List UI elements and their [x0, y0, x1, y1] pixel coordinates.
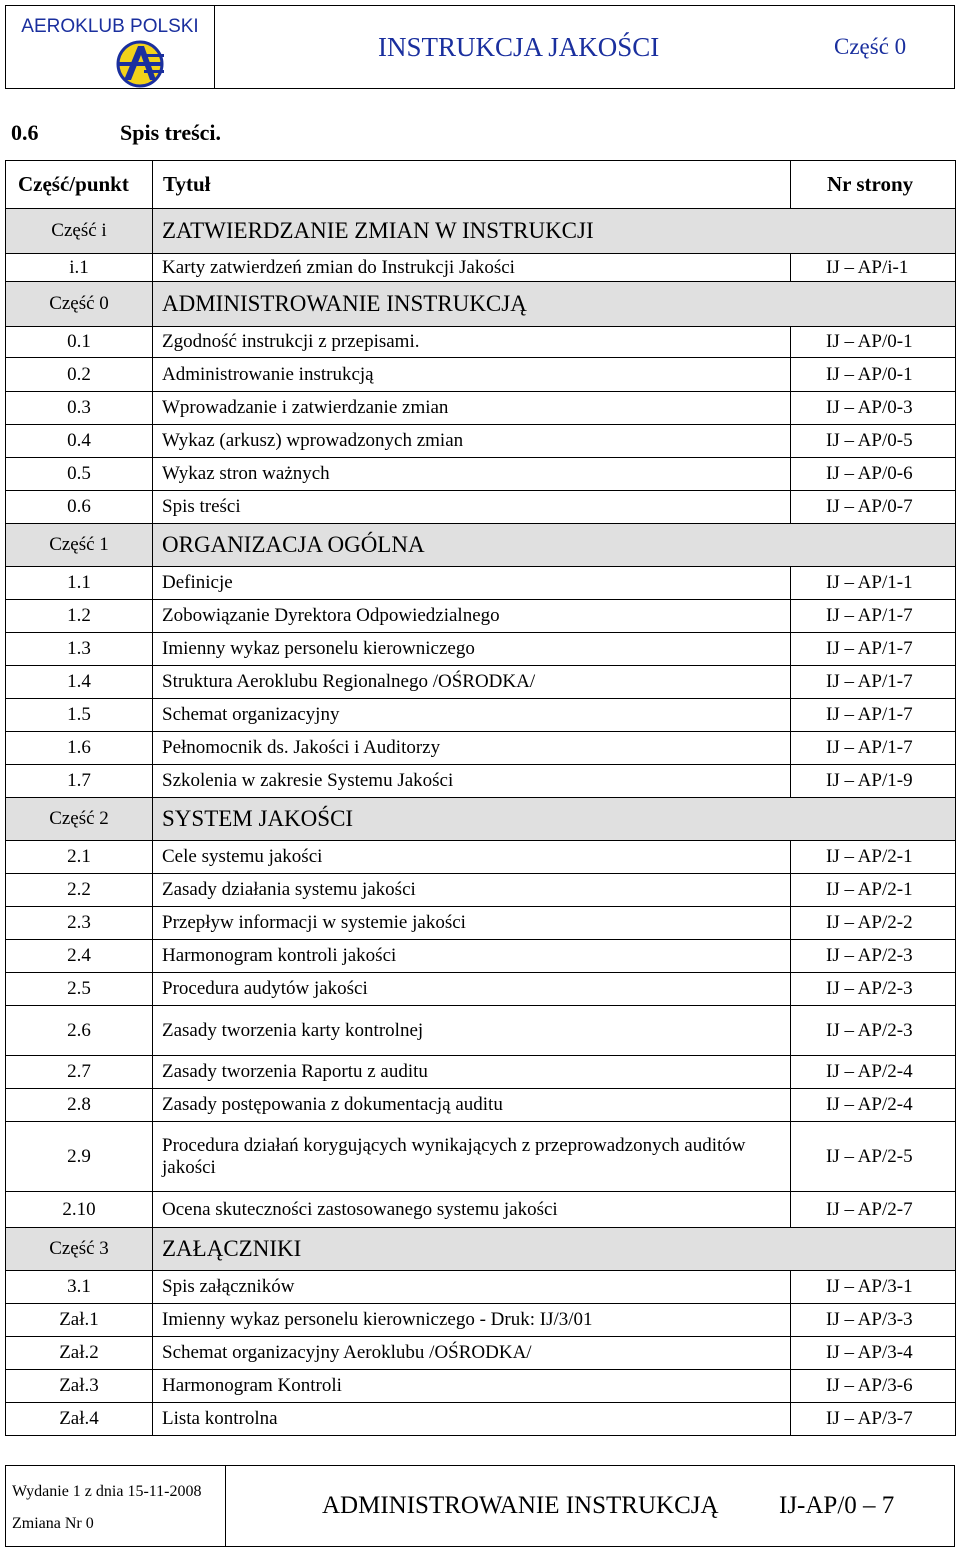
- toc-item-title: Ocena skuteczności zastosowanego systemu jakości: [153, 1192, 791, 1228]
- toc-row: [6, 458, 956, 491]
- toc-row: [6, 600, 956, 633]
- toc-row: [6, 633, 956, 666]
- part-row: [6, 282, 956, 327]
- toc-item-page: IJ – AP/0-6: [791, 458, 956, 491]
- toc-item-page: IJ – AP/2-3: [791, 973, 956, 1006]
- toc-item-title: Spis treści: [153, 491, 791, 524]
- toc-item-title: Wykaz (arkusz) wprowadzonych zmian: [153, 425, 791, 458]
- part-title: ADMINISTROWANIE INSTRUKCJĄ: [153, 282, 956, 327]
- toc-item-title: Harmonogram Kontroli: [153, 1370, 791, 1403]
- toc-item-number: 2.9: [6, 1122, 153, 1192]
- toc-row: [6, 567, 956, 600]
- toc-item-page: IJ – AP/2-2: [791, 907, 956, 940]
- toc-item-page: IJ – AP/2-5: [791, 1122, 956, 1192]
- toc-item-page: IJ – AP/3-3: [791, 1304, 956, 1337]
- part-title: ZATWIERDZANIE ZMIAN W INSTRUKCJI: [153, 209, 956, 254]
- toc-item-number: 0.3: [6, 392, 153, 425]
- toc-item-title: Zgodność instrukcji z przepisami.: [153, 327, 791, 358]
- toc-item-page: IJ – AP/1-7: [791, 633, 956, 666]
- toc-item-title: Cele systemu jakości: [153, 841, 791, 874]
- toc-item-number: 1.5: [6, 699, 153, 732]
- toc-item-page: IJ – AP/1-9: [791, 765, 956, 798]
- toc-item-number: 1.6: [6, 732, 153, 765]
- toc-item-page: IJ – AP/1-7: [791, 600, 956, 633]
- toc-row: [6, 254, 956, 282]
- toc-row: [6, 1006, 956, 1056]
- toc-item-title: Pełnomocnik ds. Jakości i Auditorzy: [153, 732, 791, 765]
- toc-item-number: Zał.1: [6, 1304, 153, 1337]
- part-title: SYSTEM JAKOŚCI: [153, 798, 956, 841]
- toc-item-number: Zał.4: [6, 1403, 153, 1436]
- toc-item-number: 0.5: [6, 458, 153, 491]
- toc-item-number: 0.2: [6, 358, 153, 392]
- toc-item-page: IJ – AP/0-5: [791, 425, 956, 458]
- toc-item-number: 1.2: [6, 600, 153, 633]
- toc-row: [6, 1304, 956, 1337]
- toc-item-page: IJ – AP/1-7: [791, 666, 956, 699]
- footer-page: IJ-AP/0 – 7: [779, 1492, 895, 1519]
- toc-item-number: 2.2: [6, 874, 153, 907]
- footer-change: Zmiana Nr 0: [12, 1515, 94, 1532]
- page-footer: [5, 1465, 955, 1547]
- toc-item-page: IJ – AP/i-1: [791, 254, 956, 282]
- toc-item-page: IJ – AP/2-3: [791, 1006, 956, 1056]
- part-row: [6, 1228, 956, 1271]
- toc-row: [6, 1337, 956, 1370]
- toc-table: [5, 160, 956, 1436]
- toc-row: [6, 491, 956, 524]
- part-number: Część 1: [6, 524, 153, 567]
- col-header-page: Nr strony: [791, 161, 956, 209]
- toc-item-number: 2.10: [6, 1192, 153, 1228]
- part-title: ZAŁĄCZNIKI: [153, 1228, 956, 1271]
- toc-row: [6, 392, 956, 425]
- toc-row: [6, 1403, 956, 1436]
- toc-item-page: IJ – AP/2-1: [791, 874, 956, 907]
- toc-item-title: Definicje: [153, 567, 791, 600]
- col-header-title: Tytuł: [153, 161, 791, 209]
- toc-row: [6, 1122, 956, 1192]
- toc-item-title: Imienny wykaz personelu kierowniczego: [153, 633, 791, 666]
- toc-item-number: 0.4: [6, 425, 153, 458]
- toc-item-number: 3.1: [6, 1271, 153, 1304]
- toc-item-number: 1.7: [6, 765, 153, 798]
- toc-item-title: Procedura działań korygujących wynikających z przeprowadzonych auditów jakości: [153, 1122, 791, 1192]
- toc-row: [6, 841, 956, 874]
- section-heading: [11, 120, 221, 146]
- toc-item-number: 2.5: [6, 973, 153, 1006]
- org-name: AEROKLUB POLSKI: [21, 16, 199, 37]
- part-row: [6, 209, 956, 254]
- toc-item-title: Zasady działania systemu jakości: [153, 874, 791, 907]
- toc-item-page: IJ – AP/0-3: [791, 392, 956, 425]
- toc-row: [6, 358, 956, 392]
- section-number: 0.6: [11, 120, 39, 145]
- toc-row: [6, 1089, 956, 1122]
- toc-item-page: IJ – AP/2-4: [791, 1056, 956, 1089]
- toc-item-page: IJ – AP/1-7: [791, 699, 956, 732]
- toc-item-page: IJ – AP/2-3: [791, 940, 956, 973]
- part-number: Część 3: [6, 1228, 153, 1271]
- section-title: Spis treści.: [120, 120, 222, 145]
- toc-item-title: Przepływ informacji w systemie jakości: [153, 907, 791, 940]
- toc-row: [6, 973, 956, 1006]
- toc-item-number: Zał.3: [6, 1370, 153, 1403]
- toc-item-title: Wprowadzanie i zatwierdzanie zmian: [153, 392, 791, 425]
- toc-row: [6, 699, 956, 732]
- part-row: [6, 798, 956, 841]
- toc-row: [6, 1370, 956, 1403]
- toc-item-number: 0.1: [6, 327, 153, 358]
- toc-item-number: 2.3: [6, 907, 153, 940]
- toc-item-page: IJ – AP/1-1: [791, 567, 956, 600]
- toc-row: [6, 425, 956, 458]
- toc-item-title: Karty zatwierdzeń zmian do Instrukcji Jakości: [153, 254, 791, 282]
- toc-header-row: [6, 161, 956, 209]
- toc-item-title: Wykaz stron ważnych: [153, 458, 791, 491]
- toc-item-page: IJ – AP/1-7: [791, 732, 956, 765]
- header-logo-cell: [6, 6, 215, 88]
- aeroklub-logo-icon: [114, 40, 166, 88]
- toc-row: [6, 666, 956, 699]
- toc-item-page: IJ – AP/2-4: [791, 1089, 956, 1122]
- footer-edition: Wydanie 1 z dnia 15-11-2008: [12, 1483, 202, 1500]
- toc-item-number: 0.6: [6, 491, 153, 524]
- toc-item-number: 1.1: [6, 567, 153, 600]
- toc-item-page: IJ – AP/0-1: [791, 358, 956, 392]
- toc-row: [6, 907, 956, 940]
- toc-item-number: 1.4: [6, 666, 153, 699]
- toc-item-title: Szkolenia w zakresie Systemu Jakości: [153, 765, 791, 798]
- toc-item-number: Zał.2: [6, 1337, 153, 1370]
- toc-item-title: Lista kontrolna: [153, 1403, 791, 1436]
- toc-item-title: Harmonogram kontroli jakości: [153, 940, 791, 973]
- toc-item-title: Struktura Aeroklubu Regionalnego /OŚRODKA/: [153, 666, 791, 699]
- toc-item-title: Schemat organizacyjny Aeroklubu /OŚRODKA/: [153, 1337, 791, 1370]
- toc-item-title: Zobowiązanie Dyrektora Odpowiedzialnego: [153, 600, 791, 633]
- toc-row: [6, 1056, 956, 1089]
- toc-item-number: 2.1: [6, 841, 153, 874]
- toc-item-title: Zasady postępowania z dokumentacją auditu: [153, 1089, 791, 1122]
- toc-item-page: IJ – AP/0-7: [791, 491, 956, 524]
- toc-row: [6, 1192, 956, 1228]
- part-number: Część 0: [6, 282, 153, 327]
- toc-item-page: IJ – AP/3-1: [791, 1271, 956, 1304]
- part-title: ORGANIZACJA OGÓLNA: [153, 524, 956, 567]
- toc-item-title: Zasady tworzenia karty kontrolnej: [153, 1006, 791, 1056]
- toc-item-number: 2.6: [6, 1006, 153, 1056]
- toc-item-number: 2.7: [6, 1056, 153, 1089]
- toc-row: [6, 327, 956, 358]
- footer-title: ADMINISTROWANIE INSTRUKCJĄ: [322, 1492, 719, 1519]
- toc-item-page: IJ – AP/2-1: [791, 841, 956, 874]
- toc-item-number: 2.4: [6, 940, 153, 973]
- part-row: [6, 524, 956, 567]
- part-number: Część 2: [6, 798, 153, 841]
- toc-row: [6, 874, 956, 907]
- toc-item-page: IJ – AP/3-4: [791, 1337, 956, 1370]
- toc-item-page: IJ – AP/2-7: [791, 1192, 956, 1228]
- toc-item-title: Imienny wykaz personelu kierowniczego - Druk: IJ/3/01: [153, 1304, 791, 1337]
- toc-item-number: 2.8: [6, 1089, 153, 1122]
- toc-item-title: Zasady tworzenia Raportu z auditu: [153, 1056, 791, 1089]
- toc-item-page: IJ – AP/3-6: [791, 1370, 956, 1403]
- part-number: Część i: [6, 209, 153, 254]
- page-header: [5, 5, 955, 89]
- toc-row: [6, 1271, 956, 1304]
- toc-item-page: IJ – AP/0-1: [791, 327, 956, 358]
- toc-row: [6, 940, 956, 973]
- toc-item-number: i.1: [6, 254, 153, 282]
- col-header-part: Część/punkt: [6, 161, 153, 209]
- document-part: Część 0: [834, 34, 907, 59]
- toc-item-title: Procedura audytów jakości: [153, 973, 791, 1006]
- document-title: INSTRUKCJA JAKOŚCI: [378, 31, 660, 62]
- toc-item-page: IJ – AP/3-7: [791, 1403, 956, 1436]
- toc-row: [6, 765, 956, 798]
- toc-item-title: Spis załączników: [153, 1271, 791, 1304]
- toc-item-title: Administrowanie instrukcją: [153, 358, 791, 392]
- toc-item-title: Schemat organizacyjny: [153, 699, 791, 732]
- toc-row: [6, 732, 956, 765]
- toc-item-number: 1.3: [6, 633, 153, 666]
- footer-edition-cell: [6, 1466, 226, 1546]
